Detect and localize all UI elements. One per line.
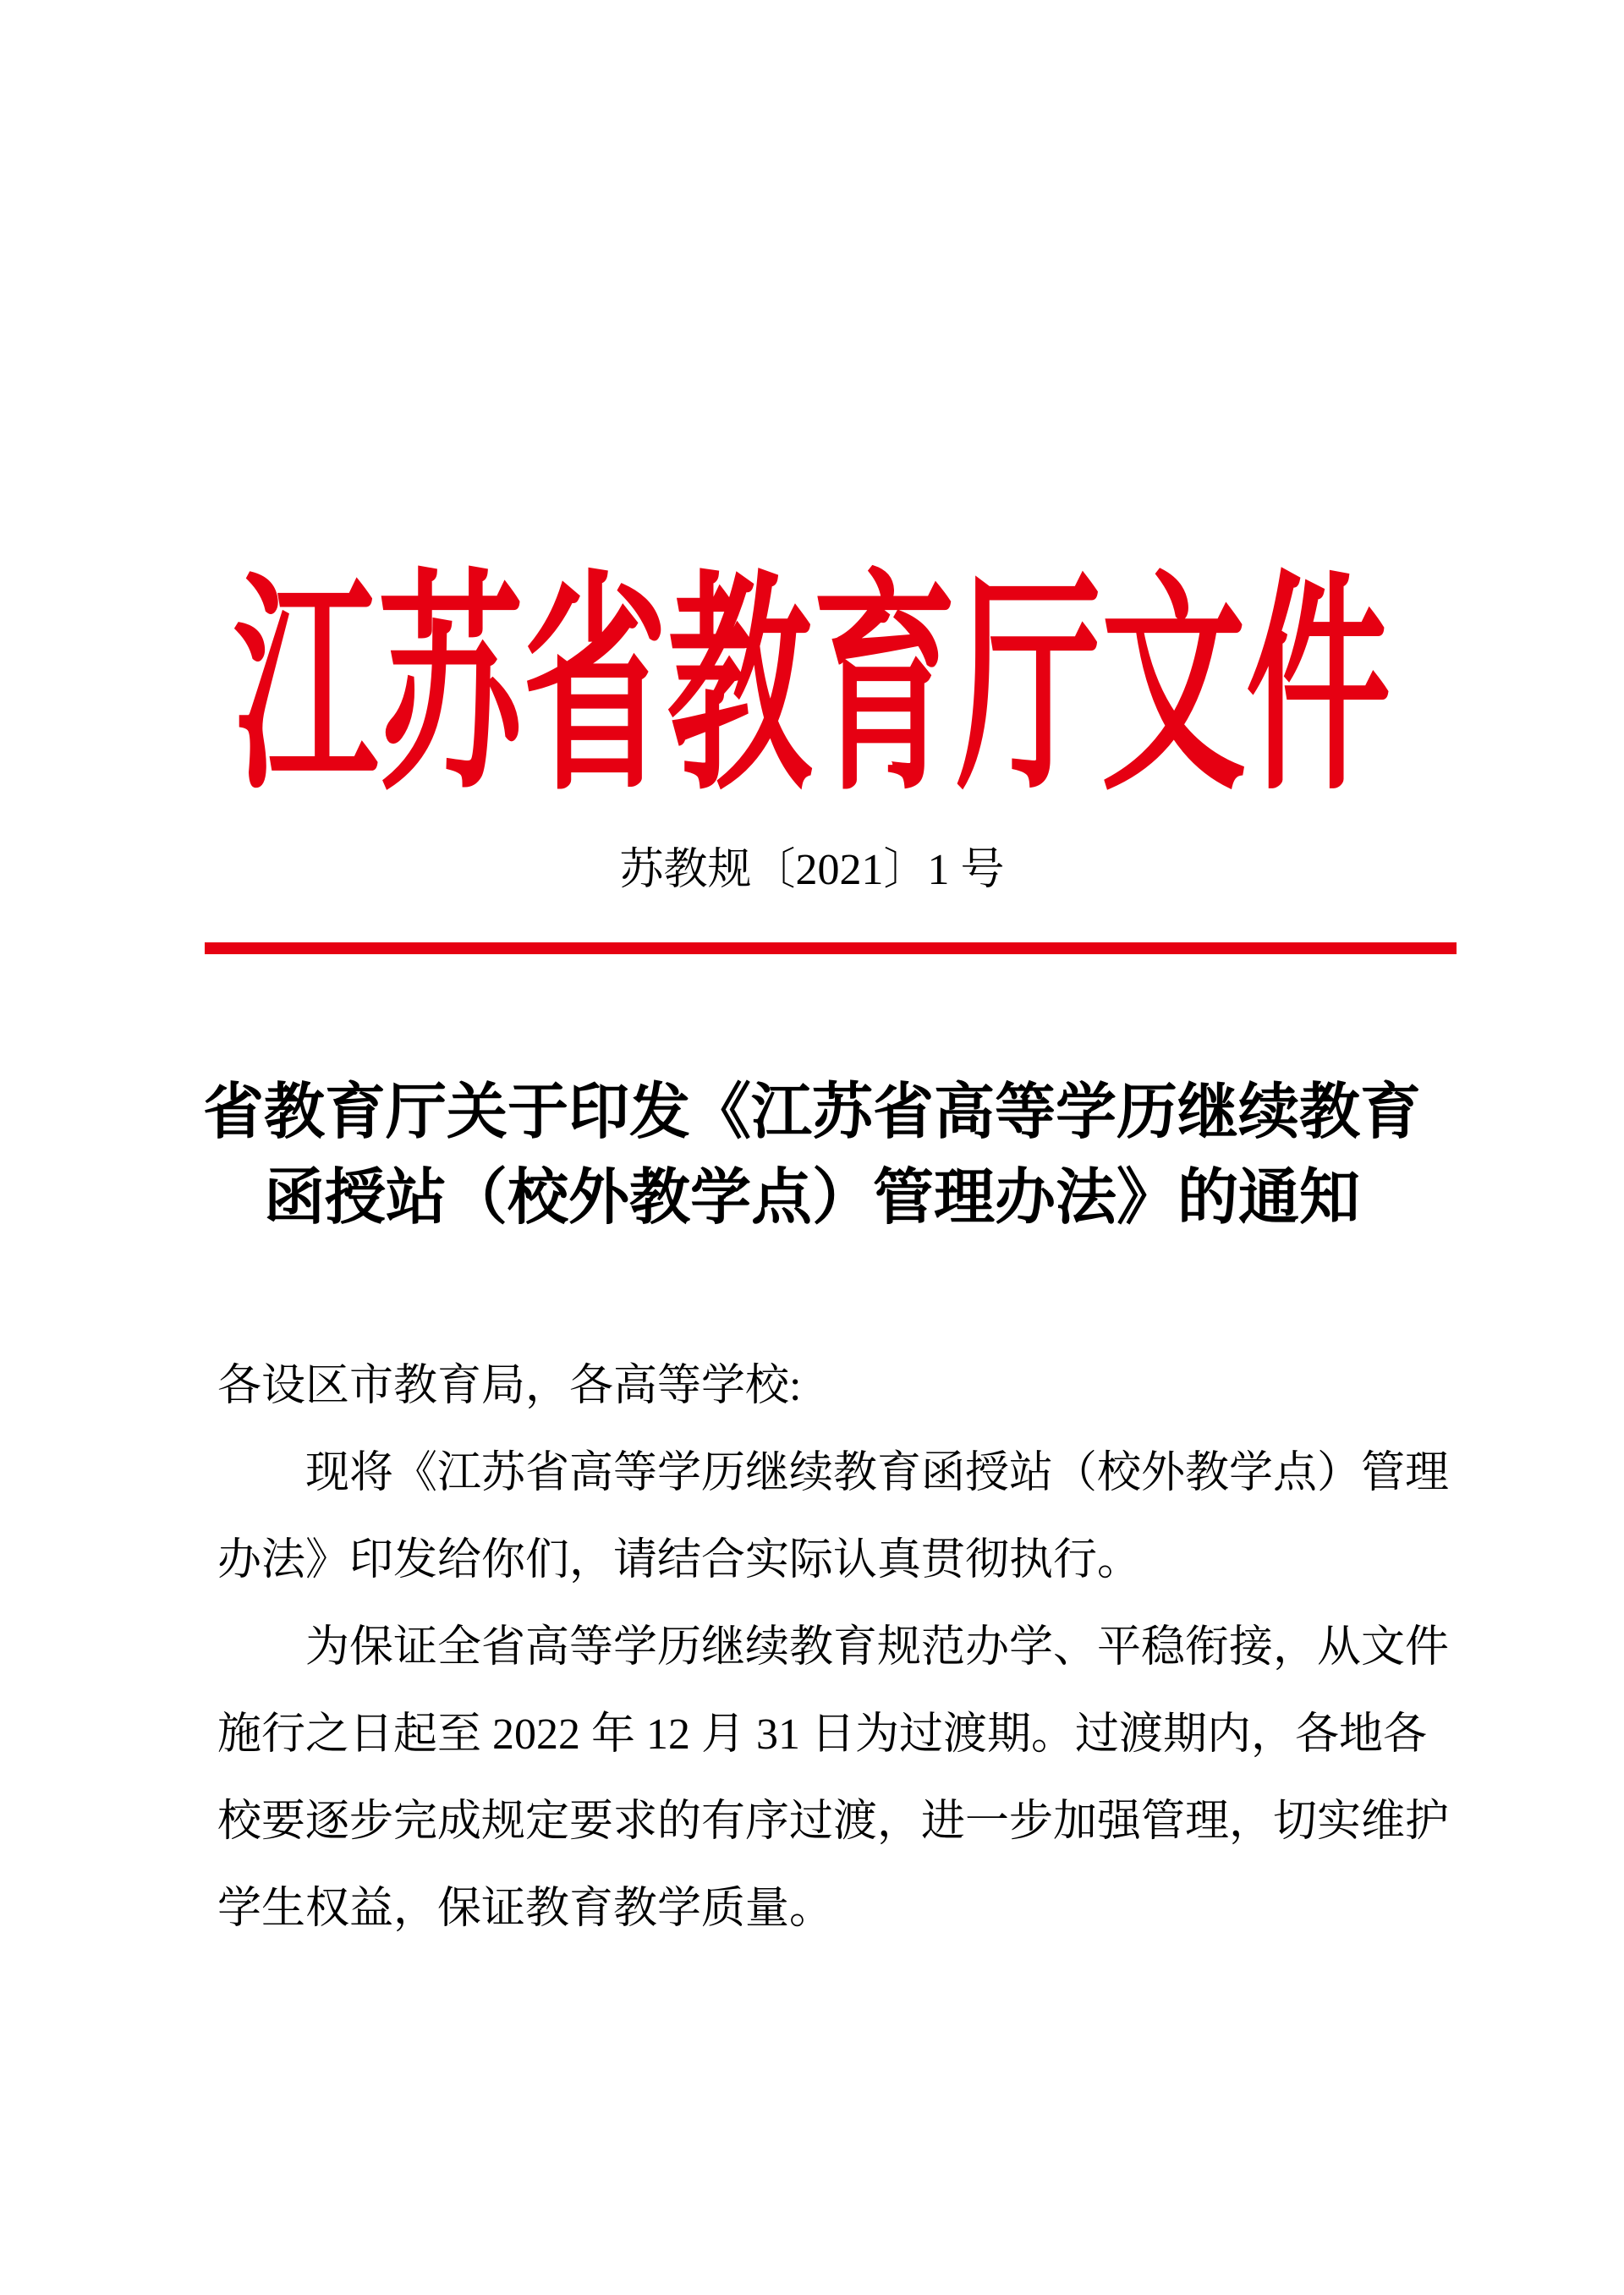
notice-body [217, 1342, 1461, 1952]
body-paragraph-line: 校要逐步完成规定要求的有序过渡，进一步加强管理，切实维护 [217, 1798, 1450, 1846]
letterhead-title-text: 江苏省教育厅文件 [233, 560, 1391, 819]
body-paragraph-line: 现将《江苏省高等学历继续教育函授站（校外教学点）管理 [217, 1449, 1450, 1497]
body-salutation: 各设区市教育局，各高等学校: [217, 1362, 802, 1410]
body-paragraph-line: 学生权益，保证教育教学质量。 [217, 1885, 834, 1933]
notice-title-line-1: 省教育厅关于印发《江苏省高等学历继续教育 [202, 1079, 1421, 1146]
notice-title-line-2: 函授站（校外教学点）管理办法》的通知 [263, 1164, 1360, 1232]
red-divider-line [205, 942, 1457, 954]
letterhead-title [0, 560, 1624, 819]
body-paragraph-line: 施行之日起至 2022 年 12 月 31 日为过渡期。过渡期内，各地各 [217, 1710, 1428, 1759]
document-number: 苏教规〔2021〕1 号 [619, 846, 1005, 894]
notice-title [0, 1070, 1624, 1241]
body-paragraph-line: 办法》印发给你们，请结合实际认真贯彻执行。 [217, 1536, 1142, 1584]
body-paragraph-line: 为保证全省高等学历继续教育规范办学、平稳衔接，从文件 [217, 1623, 1450, 1672]
